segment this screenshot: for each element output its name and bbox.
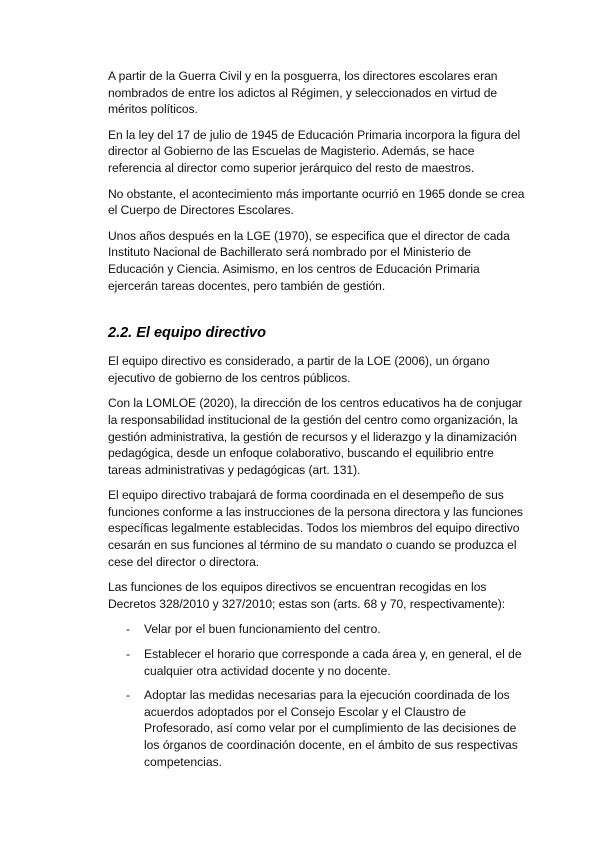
intro-paragraph-posguerra: A partir de la Guerra Civil y en la posguerra, los directores escolares eran nombrados de entre los adictos al Régimen, y seleccionados en virtud de méritos políticos. — [108, 69, 498, 117]
document-page — [108, 68, 528, 778]
intro-paragraph-lge-1970: Unos años después en la LGE (1970), se especifica que el director de cada Instituto Nacional de Bachillerato será nombrado por el Ministerio de Educación y Ciencia. Asimismo, en los centros de Educación Primaria ejercerán tareas docentes, pero también de gestión. — [108, 228, 510, 293]
list-item-text: Adoptar las medidas necesarias para la ejecución coordinada de los acuerdos adoptados por el Consejo Escolar y el Claustro de Profesorado, así como velar por el cumplimiento de las decisiones de los órganos de coordinación docente, en el ámbito de sus respectivas competencias. — [144, 688, 518, 769]
section-heading-equipo-directivo: 2.2. El equipo directivo — [108, 325, 266, 342]
list-item — [108, 646, 528, 679]
list-item-text: Velar por el buen funcionamiento del centro. — [144, 622, 381, 637]
list-item — [108, 621, 528, 638]
section-paragraph-loe: El equipo directivo es considerado, a partir de la LOE (2006), un órgano ejecutivo de gobierno de los centros públicos. — [108, 354, 490, 385]
section-paragraph-coordinacion: El equipo directivo trabajará de forma coordinada en el desempeño de sus funciones conforme a las instrucciones de la persona directora y las funciones específicas legalmente establecidas. Todos los miembros del equipo directivo cesarán en sus funciones al término de su mandato o cuando se produzca el cese del director o directora. — [108, 488, 523, 569]
intro-paragraph-ley-1945: En la ley del 17 de julio de 1945 de Educación Primaria incorpora la figura del director al Gobierno de las Escuelas de Magisterio. Además, se hace referencia al director como superior jerárquico del resto de maestros. — [108, 127, 521, 175]
dash-bullet: - — [126, 688, 131, 703]
list-item — [108, 687, 528, 770]
functions-list — [108, 621, 528, 770]
intro-paragraph-1965: No obstante, el acontecimiento más importante ocurrió en 1965 donde se crea el Cuerpo de Directores Escolares. — [108, 186, 525, 218]
section-paragraph-decretos: Las funciones de los equipos directivos se encuentran recogidas en los Decretos 328/2010 y 327/2010; estas son (arts. 68 y 70, respectivamente): — [108, 580, 506, 611]
dash-bullet: - — [126, 647, 131, 662]
list-item-text: Establecer el horario que corresponde a cada área y, en general, el de cualquier otra actividad docente y no docente. — [144, 647, 522, 678]
section-paragraph-lomloe: Con la LOMLOE (2020), la dirección de los centros educativos ha de conjugar la responsabilidad institucional de la gestión del centro como organización, la gestión administrativa, la gestión de recursos y el liderazgo y la dinamización pedagógica, desde un enfoque colaborativo, buscando el equilibrio entre tareas administrativas y pedagógicas (art. 131). — [108, 396, 523, 477]
dash-bullet: - — [126, 622, 131, 637]
